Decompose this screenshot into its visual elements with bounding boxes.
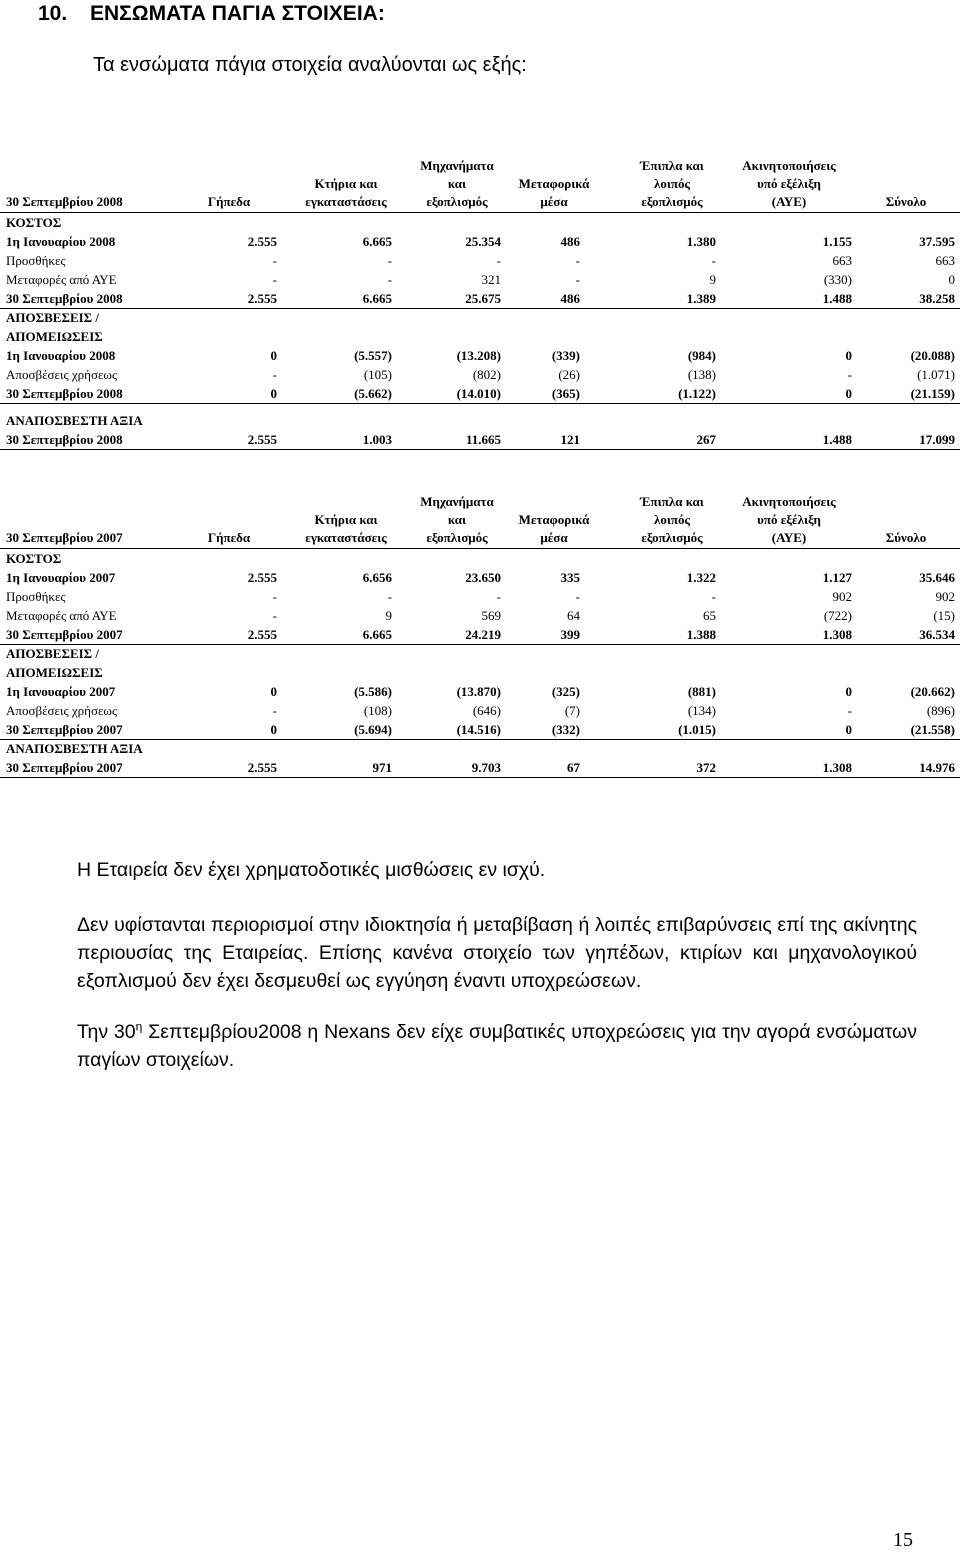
table-cell: 372	[696, 760, 716, 775]
table-cell: 2.555	[247, 234, 277, 249]
table-cell: 1.380	[686, 234, 716, 249]
column-header-line: Ακινητοποιήσεις	[742, 158, 836, 173]
section-heading	[38, 2, 385, 26]
row-label: Μεταφορές από ΑΥΕ	[6, 608, 117, 623]
table-cell: (881)	[687, 684, 716, 699]
table-cell: 663	[832, 253, 852, 268]
table-cell: 6.665	[362, 234, 392, 249]
table-cell: 1.155	[822, 234, 852, 249]
column-header-line: Μεταφορικά	[518, 512, 590, 527]
section-title: ΕΝΣΩΜΑΤΑ ΠΑΓΙΑ ΣΤΟΙΧΕΙΑ:	[90, 2, 385, 25]
table-cell: 6.665	[362, 627, 392, 642]
table-cell: -	[847, 703, 852, 718]
table-cell: -	[272, 272, 277, 287]
table-cell: 0	[270, 386, 277, 401]
column-header	[836, 193, 960, 211]
table-row	[0, 719, 960, 740]
table-cell: -	[575, 589, 580, 604]
table-cell: (332)	[551, 722, 580, 737]
table-row	[0, 288, 960, 309]
table-cell: 1.488	[822, 291, 852, 306]
table-cell: 902	[935, 589, 955, 604]
column-header-line: εγκαταστάσεις	[305, 530, 387, 545]
table-cell: 486	[560, 291, 580, 306]
table-row	[0, 624, 960, 645]
table-row	[0, 605, 960, 625]
column-header	[836, 529, 960, 547]
table-cell: (802)	[472, 367, 501, 382]
row-label: ΑΠΟΣΒΕΣΕΙΣ /	[6, 646, 100, 661]
row-label: Προσθήκες	[6, 253, 66, 268]
table-cell: 25.675	[465, 291, 501, 306]
table-cell: 321	[481, 272, 501, 287]
table-cell: 1.308	[822, 760, 852, 775]
row-label: ΑΝΑΠΟΣΒΕΣΤΗ ΑΞΙΑ	[6, 741, 143, 756]
table-row	[0, 383, 960, 404]
table-period-label: 30 Σεπτεμβρίου 2007	[6, 530, 123, 545]
table-row	[0, 345, 960, 365]
table-cell: -	[272, 253, 277, 268]
row-label: 1η Ιανουαρίου 2007	[6, 684, 116, 699]
section-row	[0, 738, 960, 758]
row-label: Αποσβέσεις χρήσεως	[6, 703, 118, 718]
table-cell: (1.122)	[678, 386, 716, 401]
table-cell: -	[711, 253, 716, 268]
row-label: 30 Σεπτεμβρίου 2007	[6, 760, 123, 775]
row-label: Αποσβέσεις χρήσεως	[6, 367, 118, 382]
table-cell: 1.388	[686, 627, 716, 642]
column-header-line: εξοπλισμός	[426, 530, 488, 545]
intro-text: Τα ενσώματα πάγια στοιχεία αναλύονται ως εξής:	[93, 54, 527, 76]
table-cell: (20.088)	[910, 348, 955, 363]
table-row	[0, 250, 960, 270]
table-cell: 65	[703, 608, 716, 623]
table-cell: 2.555	[247, 291, 277, 306]
table-cell: 9	[709, 272, 716, 287]
table-cell: 37.595	[919, 234, 955, 249]
table-cell: (105)	[363, 367, 392, 382]
section-row	[0, 643, 960, 663]
column-header-line: μέσα	[540, 530, 568, 545]
column-header-line: μέσα	[540, 194, 568, 209]
table-cell: 38.258	[919, 291, 955, 306]
paragraph-commitments: Την $30^\eta$ Σεπτεμβρίου2008 η Nexans δεν είχε συμβατικές υποχρεώσεις για την αγορά ενσώματων παγίων στοιχείων.	[77, 1019, 918, 1071]
table-cell: (20.662)	[910, 684, 955, 699]
table-cell: 0	[270, 684, 277, 699]
table-cell: (5.662)	[354, 386, 392, 401]
column-header-line: (ΑΥΕ)	[771, 194, 807, 209]
table-cell: 0	[270, 722, 277, 737]
table-cell: -	[496, 589, 501, 604]
table-cell: 2.555	[247, 760, 277, 775]
row-label: 1η Ιανουαρίου 2008	[6, 234, 116, 249]
column-header-line: Σύνολο	[885, 194, 927, 209]
table-cell: 0	[270, 348, 277, 363]
table-cell: 2.555	[247, 432, 277, 447]
table-cell: 1.127	[822, 570, 852, 585]
table-cell: (15)	[933, 608, 955, 623]
table-cell: 0	[845, 348, 852, 363]
row-label: ΑΠΟΜΕΙΩΣΕΙΣ	[6, 665, 103, 680]
paragraph-restrictions: Δεν υφίστανται περιορισμοί στην ιδιοκτησία ή μεταβίβαση ή λοιπές επιβαρύνσεις επί της ακίνητης περιουσίας της Εταιρείας. Επίσης κανένα στοιχείο των γηπέδων, κτιρίων και μηχανολογικού εξοπλισμού δεν έχει δεσμευθεί ως εγγύηση έναντι υποχρεώσεων.	[77, 914, 917, 992]
table-cell: 0	[845, 684, 852, 699]
table-cell: -	[847, 367, 852, 382]
row-label: 30 Σεπτεμβρίου 2007	[6, 722, 123, 737]
row-label: 1η Ιανουαρίου 2007	[6, 570, 116, 585]
table-cell: 902	[832, 589, 852, 604]
table-cell: -	[272, 589, 277, 604]
table-cell: 35.646	[919, 570, 955, 585]
column-header-line: εγκαταστάσεις	[305, 194, 387, 209]
table-cell: (984)	[687, 348, 716, 363]
column-header-line: Κτήρια και	[314, 176, 378, 191]
table-cell: 14.976	[919, 760, 955, 775]
table-cell: 663	[935, 253, 955, 268]
section-number: 10.	[38, 2, 68, 25]
table-cell: -	[575, 253, 580, 268]
table-cell: (646)	[472, 703, 501, 718]
column-header-line: Μεταφορικά	[518, 176, 590, 191]
row-label: Μεταφορές από ΑΥΕ	[6, 272, 117, 287]
table-cell: 121	[560, 432, 580, 447]
table-cell: (722)	[823, 608, 852, 623]
column-header-line: λοιπός	[653, 176, 691, 191]
table-cell: -	[711, 589, 716, 604]
table-cell: 1.488	[822, 432, 852, 447]
column-header-line: και	[447, 176, 467, 191]
table-cell: 23.650	[465, 570, 501, 585]
column-header-line: Σύνολο	[885, 530, 927, 545]
column-header-line: λοιπός	[653, 512, 691, 527]
section-row	[0, 307, 960, 327]
table-period-label: 30 Σεπτεμβρίου 2008	[6, 194, 123, 209]
table-row	[0, 231, 960, 251]
table-row	[0, 586, 960, 606]
column-header-line: Έπιπλα και	[640, 494, 704, 509]
column-header-line: Ακινητοποιήσεις	[742, 494, 836, 509]
table-cell: 399	[560, 627, 580, 642]
table-cell: (1.071)	[917, 367, 955, 382]
table-cell: -	[387, 589, 392, 604]
table-cell: 2.555	[247, 570, 277, 585]
table-cell: -	[496, 253, 501, 268]
column-header-line: Μηχανήματα	[420, 494, 494, 509]
table-cell: 11.665	[465, 432, 501, 447]
table-cell: -	[387, 253, 392, 268]
table-cell: (330)	[823, 272, 852, 287]
table-cell: 24.219	[465, 627, 501, 642]
row-label: ΑΠΟΣΒΕΣΕΙΣ /	[6, 310, 100, 325]
table-cell: 1.308	[822, 627, 852, 642]
table-cell: (108)	[363, 703, 392, 718]
table-cell: 486	[560, 234, 580, 249]
table-row	[0, 429, 960, 450]
table-cell: (365)	[551, 386, 580, 401]
table-cell: 67	[567, 760, 580, 775]
table-cell: (14.516)	[456, 722, 501, 737]
paragraph-finance-leases: Η Εταιρεία δεν έχει χρηματοδοτικές μισθώσεις εν ισχύ.	[77, 859, 546, 881]
row-label: 30 Σεπτεμβρίου 2008	[6, 432, 123, 447]
table-cell: 36.534	[919, 627, 955, 642]
table-cell: (896)	[926, 703, 955, 718]
table-row	[0, 757, 960, 778]
row-label: ΚΟΣΤΟΣ	[6, 215, 62, 230]
section-row	[0, 548, 960, 568]
section-row	[0, 662, 960, 682]
row-label: 30 Σεπτεμβρίου 2007	[6, 627, 123, 642]
table-cell: 2.555	[247, 627, 277, 642]
table-cell: 25.354	[465, 234, 501, 249]
column-header-line: και	[447, 512, 467, 527]
column-header-line: εξοπλισμός	[641, 194, 703, 209]
table-row	[0, 567, 960, 587]
table-cell: 9.703	[471, 760, 501, 775]
table-cell: 1.389	[686, 291, 716, 306]
table-cell: 267	[696, 432, 716, 447]
column-header-line: υπό εξέλιξη	[757, 512, 821, 527]
table-cell: 971	[372, 760, 392, 775]
page-number: 15	[893, 1529, 913, 1551]
table-row	[0, 269, 960, 289]
table-cell: 1.003	[362, 432, 392, 447]
ordinal-superscript: η	[135, 1019, 143, 1034]
column-header-line: (ΑΥΕ)	[771, 530, 807, 545]
table-cell: 6.665	[362, 291, 392, 306]
column-header-line: Έπιπλα και	[640, 158, 704, 173]
column-header-line: Κτήρια και	[314, 512, 378, 527]
table-cell: 9	[385, 608, 392, 623]
row-label: ΚΟΣΤΟΣ	[6, 551, 62, 566]
spacer-row	[0, 402, 960, 410]
table-cell: 0	[845, 386, 852, 401]
column-header-line: εξοπλισμός	[426, 194, 488, 209]
table-cell: 17.099	[919, 432, 955, 447]
column-header-line: εξοπλισμός	[641, 530, 703, 545]
section-row	[0, 326, 960, 346]
row-label: ΑΠΟΜΕΙΩΣΕΙΣ	[6, 329, 103, 344]
table-cell: (5.586)	[354, 684, 392, 699]
table-cell: -	[272, 703, 277, 718]
table-cell: (14.010)	[456, 386, 501, 401]
table-cell: -	[272, 608, 277, 623]
table-cell: 335	[560, 570, 580, 585]
table-cell: 64	[567, 608, 580, 623]
table-cell: (13.208)	[456, 348, 501, 363]
table-cell: (21.159)	[910, 386, 955, 401]
table-cell: (21.558)	[910, 722, 955, 737]
table-cell: (325)	[551, 684, 580, 699]
row-label: 30 Σεπτεμβρίου 2008	[6, 291, 123, 306]
table-row	[0, 700, 960, 720]
row-label: ΑΝΑΠΟΣΒΕΣΤΗ ΑΞΙΑ	[6, 413, 143, 428]
table-cell: 0	[845, 722, 852, 737]
table-cell: (5.694)	[354, 722, 392, 737]
table-cell: (339)	[551, 348, 580, 363]
row-label: 1η Ιανουαρίου 2008	[6, 348, 116, 363]
table-cell: (7)	[564, 703, 580, 718]
column-header-line: Γήπεδα	[207, 194, 251, 209]
column-header-line: υπό εξέλιξη	[757, 176, 821, 191]
table-cell: (1.015)	[678, 722, 716, 737]
row-label: 30 Σεπτεμβρίου 2008	[6, 386, 123, 401]
section-row	[0, 410, 960, 430]
table-cell: -	[272, 367, 277, 382]
table-row	[0, 681, 960, 701]
table-cell: -	[575, 272, 580, 287]
table-row	[0, 364, 960, 384]
table-cell: 569	[481, 608, 501, 623]
table-cell: (13.870)	[456, 684, 501, 699]
table-cell: -	[387, 272, 392, 287]
table-cell: (5.557)	[354, 348, 392, 363]
row-label: Προσθήκες	[6, 589, 66, 604]
table-cell: (134)	[687, 703, 716, 718]
section-row	[0, 212, 960, 232]
table-cell: 6.656	[362, 570, 392, 585]
table-cell: (26)	[558, 367, 580, 382]
table-cell: 1.322	[686, 570, 716, 585]
table-cell: 0	[948, 272, 955, 287]
column-header-line: Γήπεδα	[207, 530, 251, 545]
table-cell: (138)	[687, 367, 716, 382]
column-header-line: Μηχανήματα	[420, 158, 494, 173]
